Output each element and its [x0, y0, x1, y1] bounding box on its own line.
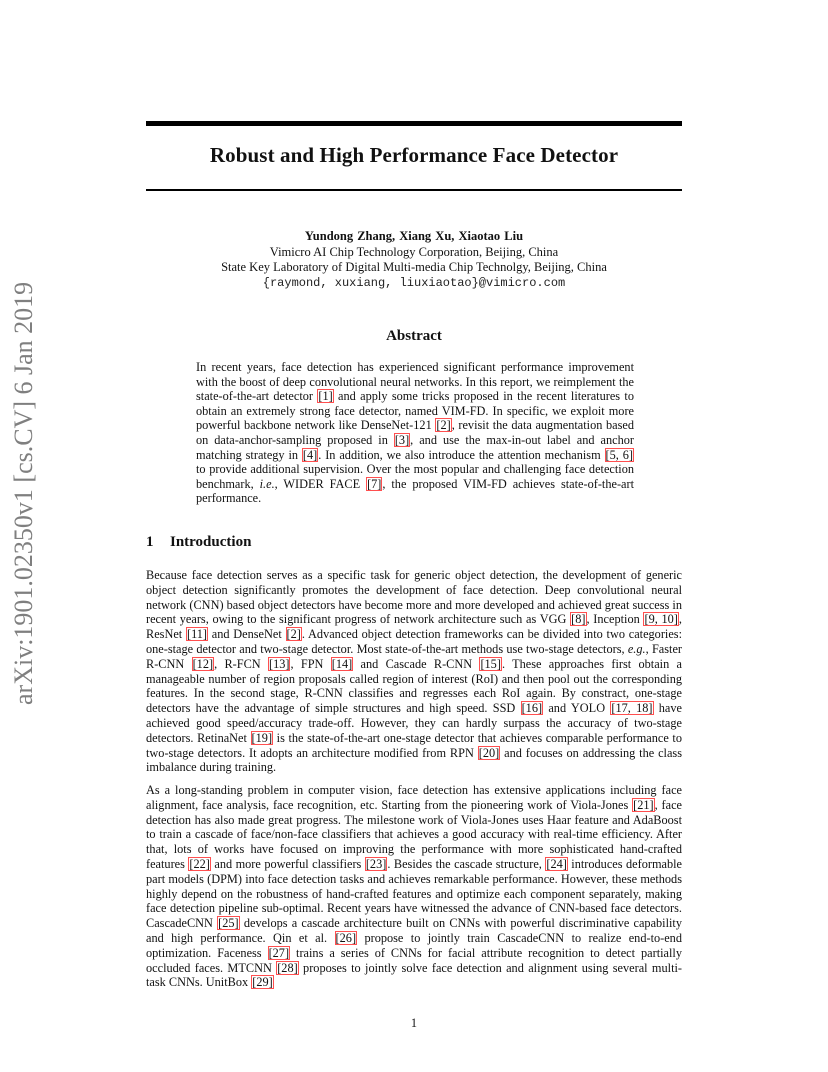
paper-title: Robust and High Performance Face Detector	[209, 143, 619, 167]
citation-link[interactable]: [20]	[478, 745, 500, 760]
title-bottom-rule	[146, 189, 682, 191]
author-block	[146, 229, 682, 291]
body-text: and YOLO	[543, 701, 611, 716]
citation-link[interactable]: [21]	[633, 797, 654, 812]
body-text: , FPN	[290, 656, 331, 671]
intro-paragraph-1	[146, 568, 682, 775]
section-heading	[146, 534, 682, 551]
citation-link[interactable]: [27]	[268, 945, 290, 960]
body-text: . These approaches first obtain a manageable number of region proposals called region of interest (RoI) and then pool out the corresponding features. In the second stage, R-CNN classifies and regresses each RoI again. By constract, one-stage detectors have the advantage of simple structures and high speed. SSD	[146, 656, 682, 716]
arxiv-identifier-stamp: arXiv:1901.02350v1 [cs.CV] 6 Jan 2019	[9, 281, 38, 705]
body-text: propose to jointly train CascadeCNN to realize end-to-end optimization. Faceness	[146, 930, 682, 960]
body-text: and more powerful classifiers	[210, 856, 365, 871]
citation-link[interactable]: [24]	[546, 856, 567, 871]
body-text: . Advanced object detection frameworks can be divided into two categories: one-stage detector and two-stage detector. Most state-of-the-art methods use two-stage detectors,	[146, 627, 683, 656]
body-text: and Cascade R-CNN	[353, 656, 480, 671]
citation-link[interactable]: [2]	[436, 418, 451, 433]
affiliation-1: Vimicro AI Chip Technology Corporation, Beijing, China	[269, 244, 559, 259]
abstract-text: In recent years, face detection has experienced significant performance improvement with the boost of deep convolutional neural networks. In this report, we reimplement the state-of-the-art detector	[196, 360, 634, 404]
abstract-heading: Abstract	[386, 328, 442, 344]
citation-link[interactable]: [26]	[335, 930, 357, 945]
body-text: As a long-standing problem in computer vision, face detection has extensive applications including face alignment, face analysis, face recognition, etc. Starting from the pioneering work of Viola-Jones	[146, 783, 682, 812]
body-text: , ResNet	[146, 612, 682, 642]
citation-link[interactable]: [22]	[189, 856, 210, 871]
abstract-italic-text: i.e.	[259, 476, 275, 491]
citation-link[interactable]: [5, 6]	[605, 447, 633, 462]
body-text: and focuses on addressing the class imbalance during training.	[146, 745, 682, 775]
body-text: trains a series of CNNs for facial attribute recognition to detect partially occluded faces. MTCNN	[146, 945, 682, 975]
citation-link[interactable]: [3]	[394, 432, 410, 447]
body-text: Because face detection serves as a specific task for generic object detection, the development of generic object detection significantly promotes the development of face detection. Deep convolutional neural network (CNN) based object detectors have become more and more developed and achieved great success in recent years, owing to the significant progress of network architecture such as VGG	[146, 568, 682, 627]
body-text: , Inception	[586, 612, 644, 627]
title-top-rule	[146, 121, 682, 126]
body-text: develops a cascade architecture built on CNNs with powerful discriminative capability and high performance. Qin et al.	[146, 916, 682, 945]
section-title: Introduction	[170, 534, 252, 550]
author-emails: {raymond, xuxiang, liuxiaotao}@vimicro.com	[262, 275, 566, 290]
author-names: Yundong Zhang, Xiang Xu, Xiaotao Liu	[304, 229, 524, 243]
body-text: , face detection has also made great progress. The milestone work of Viola-Jones uses Haar feature and AdaBoost to train a cascade of face/non-face classifiers that achieves a good accuracy with real-time efficiency. After that, lots of works have focused on improving the performance with more sophisticated hand-crafted features	[146, 797, 682, 871]
body-text: proposes to jointly solve face detection and alignment using several multi-task CNNs. UnitBox	[146, 960, 682, 990]
body-text: , R-FCN	[214, 656, 268, 671]
citation-link[interactable]: [1]	[318, 389, 333, 404]
abstract-text: , and use the max-in-out label and anchor matching strategy in	[196, 432, 634, 462]
citation-link[interactable]: [15]	[480, 656, 501, 671]
citation-link[interactable]: [8]	[571, 612, 586, 627]
citation-link[interactable]: [2]	[286, 627, 301, 642]
affiliation-2: State Key Laboratory of Digital Multi-media Chip Technolgy, Beijing, China	[221, 260, 607, 274]
abstract-text: to provide additional supervision. Over the most popular and challenging face detection benchmark,	[196, 462, 634, 491]
citation-link[interactable]: [29]	[252, 975, 273, 990]
abstract-text: , the proposed VIM-FD achieves state-of-the-art performance.	[196, 476, 635, 506]
body-text: and DenseNet	[208, 627, 286, 642]
citation-link[interactable]: [17, 18]	[611, 701, 653, 716]
abstract-text: , WIDER FACE	[274, 476, 367, 491]
body-text: introduces deformable part models (DPM) into face detection tasks and achieves remarkable performance. However, these methods highly depend on the robustness of hand-crafted features and optimize each component separately, making face detection pipeline sub-optimal. Recent years have witnessed the advance of CNN-based face detectors. CascadeCNN	[146, 856, 682, 931]
citation-link[interactable]: [28]	[277, 960, 298, 975]
citation-link[interactable]: [11]	[186, 627, 207, 642]
section-number: 1	[146, 534, 154, 550]
body-italic-text: e.g.	[627, 641, 646, 656]
abstract-body	[196, 360, 634, 506]
body-text: , Faster R-CNN	[146, 641, 682, 671]
abstract-text: . In addition, we also introduce the attention mechanism	[318, 447, 605, 462]
citation-link[interactable]: [14]	[331, 656, 353, 671]
body-text: have achieved good speed/accuracy trade-off. However, they can hardly surpass the accuracy of two-stage detectors. RetinaNet	[146, 701, 682, 745]
citation-link[interactable]: [13]	[268, 656, 290, 671]
page-number: 1	[410, 1016, 418, 1030]
body-text: . Besides the cascade structure,	[387, 856, 546, 871]
citation-link[interactable]: [7]	[367, 476, 382, 491]
citation-link[interactable]: [19]	[251, 730, 273, 745]
citation-link[interactable]: [23]	[365, 856, 387, 871]
citation-link[interactable]: [9, 10]	[644, 612, 678, 627]
citation-link[interactable]: [4]	[302, 447, 318, 462]
citation-link[interactable]: [25]	[218, 916, 239, 931]
citation-link[interactable]: [12]	[192, 656, 214, 671]
intro-paragraph-2	[146, 783, 682, 990]
citation-link[interactable]: [16]	[521, 701, 543, 716]
abstract-text: and apply some tricks proposed in the recent literatures to obtain an extremely strong face detector, named VIM-FD. In specific, we exploit more powerful backbone network like DenseNet-121	[196, 389, 634, 433]
body-text: is the state-of-the-art one-stage detector that achieves comparable performance to two-stage detectors. It adopts an architecture modified from RPN	[146, 730, 682, 760]
abstract-text: , revisit the data augmentation based on data-anchor-sampling proposed in	[196, 418, 634, 447]
